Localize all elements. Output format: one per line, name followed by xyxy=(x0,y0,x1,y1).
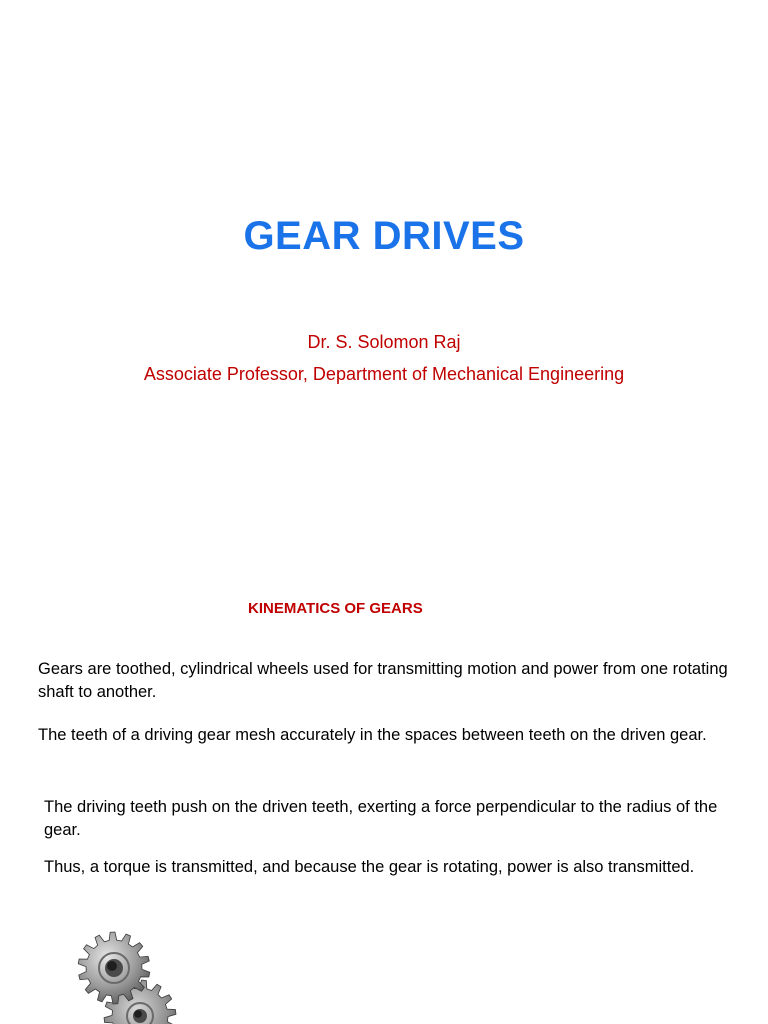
gear-bore xyxy=(134,1010,142,1018)
section-heading: KINEMATICS OF GEARS xyxy=(248,600,423,617)
paragraph-4: Thus, a torque is transmitted, and because the gear is rotating, power is also transmitted. xyxy=(44,858,695,876)
paragraph-2: The teeth of a driving gear mesh accurately in the spaces between teeth on the driven gear. xyxy=(38,726,707,744)
gear-bore xyxy=(107,961,117,971)
gears-icon xyxy=(58,926,188,1024)
author-name: Dr. S. Solomon Raj xyxy=(307,332,461,352)
paragraph-3: The driving teeth push on the driven teeth, exerting a force perpendicular to the radius of the gear. xyxy=(44,798,718,839)
page-title: GEAR DRIVES xyxy=(243,214,525,258)
author-affiliation: Associate Professor, Department of Mechanical Engineering xyxy=(143,364,625,384)
paragraph-1: Gears are toothed, cylindrical wheels used for transmitting motion and power from one rotating shaft to another. xyxy=(38,660,728,701)
